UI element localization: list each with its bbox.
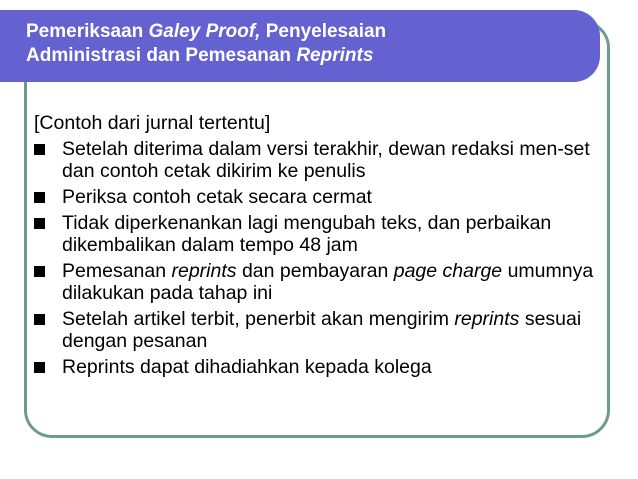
bullet-text: Periksa contoh cetak secara cermat: [62, 186, 372, 208]
square-bullet-icon: [34, 192, 45, 203]
list-item: [34, 308, 604, 352]
square-bullet-icon: [34, 218, 45, 229]
example-note: [Contoh dari jurnal tertentu]: [34, 112, 271, 134]
list-item: [34, 356, 604, 378]
title-text: Administrasi dan Pemesanan: [26, 45, 297, 66]
title-line-2: [26, 44, 600, 68]
bullet-italic-text: reprints: [171, 260, 237, 282]
bullet-text: dan pembayaran: [236, 260, 394, 282]
bullet-italic-text: reprints: [454, 308, 520, 330]
title-italic-text: Reprints: [296, 45, 374, 66]
square-bullet-icon: [34, 144, 45, 155]
bullet-text: Tidak diperkenankan lagi mengubah teks, dan perbaikan dikembalikan dalam tempo 48 jam: [62, 212, 552, 256]
bullet-text: Reprints dapat dihadiahkan kepada kolega: [62, 356, 432, 378]
list-item: [34, 212, 604, 256]
bullet-text: Pemesanan: [62, 260, 172, 282]
bullet-text: Setelah artikel terbit, penerbit akan mengirim: [62, 308, 455, 330]
bullet-text: umumnya dilakukan pada tahap ini: [62, 260, 594, 304]
title-text: Pemeriksaan: [26, 21, 149, 42]
bullet-text: sesuai dengan pesanan: [62, 308, 582, 352]
slide-body: [34, 112, 604, 382]
title-line-1: [26, 20, 600, 44]
square-bullet-icon: [34, 362, 45, 373]
slide-title: [0, 10, 600, 82]
bullet-text: Setelah diterima dalam versi terakhir, dewan redaksi men-set dan contoh cetak dikirim ke penulis: [62, 138, 590, 182]
bullet-list: [34, 138, 604, 378]
list-item: [34, 186, 604, 208]
square-bullet-icon: [34, 266, 45, 277]
square-bullet-icon: [34, 314, 45, 325]
list-item: [34, 138, 604, 182]
title-italic-text: Galey Proof,: [148, 21, 261, 42]
list-item: [34, 260, 604, 304]
title-text: Penyelesaian: [260, 21, 387, 42]
bullet-italic-text: page charge: [393, 260, 503, 282]
